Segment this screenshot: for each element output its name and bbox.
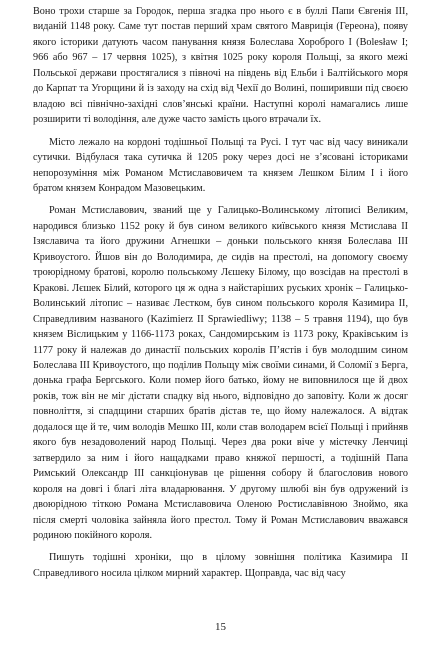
paragraph-2: Місто лежало на кордоні тодішньої Польщі та Русі. І тут час від часу виникали сутички. Відбулася така сутичка й 1205 року через досі не з’ясовані істориками непорозуміння між Романом Мстиславовичем та князем Лешком Білим І і його братом князем Конрадом Мазовецьким.	[33, 136, 408, 194]
paragraph-1: Воно трохи старше за Городок, перша згадка про нього є в буллі Папи Євгенія ІІІ, виданій 1148 року. Саме тут постав перший храм святого Маврицiя (Гереона), появу якого історики датують часом панування князя Болеслава Хороброго I (Bolesław I; 966 або 967 – 17 червня 1025), з квітня 1025 року короля Польщі, за якого межі Польської держави простягалися з півночі на південь від Ельби і Балтійського моря до Карпат та Угорщини й із заходу на схід від Чехії до Волині, поширивши під своєю владою всі північно-західні слов’янські країни. Наступні королі намагались лише розширити ті володіння, але дуже часто замість цього втрачали їх.	[33, 6, 408, 126]
page-number: 15	[215, 621, 226, 633]
body-text	[33, 4, 408, 581]
paragraph-4: Пишуть тодішні хроніки, що в цілому зовнішня політика Казимира ІІ Справедливого носила цілком мирний характер. Щоправда, час від часу	[33, 552, 408, 579]
paragraph-3: Роман Мстиславович, званий ще у Галицько-Волинському літописі Великим, народився близько 1152 року й був сином великого київського князя Мстислава ІІ Ізяславича та його дружини Агнешки – доньки польського князя Болеслава ІІІ Кривоустого. Йшов він до Володимира, де сидів на престолі, на допомогу своєму троюрідному братові, королю польському Лєшеку Білому, що возсідав на престолі в Кракові. Лєшек Білий, которого ця ж одна з найстаріших руських хронік – Галицько-Волинський літопис – називає Лестком, був сином польського короля Казимира ІІ, Справедливим названого (Kazimierz II Sprawiedliwy; 1138 – 5 травня 1194), що був князем Віслицьким у 1166-1173 роках, Сандомирським із 1173 року, Краківським із 1177 року й належав до династії польських королів П’ястів і був молодшим сином Болеслава ІІІ Кривоустого, що поділив Польщу між своїми синами, й Соломії з Берга, донька графа Бергського. Коли помер його батько, йому не виповнилося ще й двох років, тож він не міг дістати спадку від нього, відповідно до заповіту. Коли ж досяг повноліття, зі спадщини старших братів дістав те, що йому належалося. А відтак додалося ще й те, чим володів Мешко ІІІ, коли став володарем всієї Польщі і прийняв якого був незадоволений народ Польщі. Через два роки віче у містечку Ленчиці затвердило за ним і його нащадками право княжої першості, а тодішній Папа Римський Олександр ІІІ санкціонував це рішення собору й благословив нового короля на довгі і благі літа владарювання. У другому шлюбі він був одружений із двоюрідною тіткою Романа Мстиславовича Оленою Ростиславівною Зноймо, яка після смерті чоловіка зайняла його престол. Тому й Роман Мстиславович вважався родиною покійного короля.	[33, 205, 408, 541]
